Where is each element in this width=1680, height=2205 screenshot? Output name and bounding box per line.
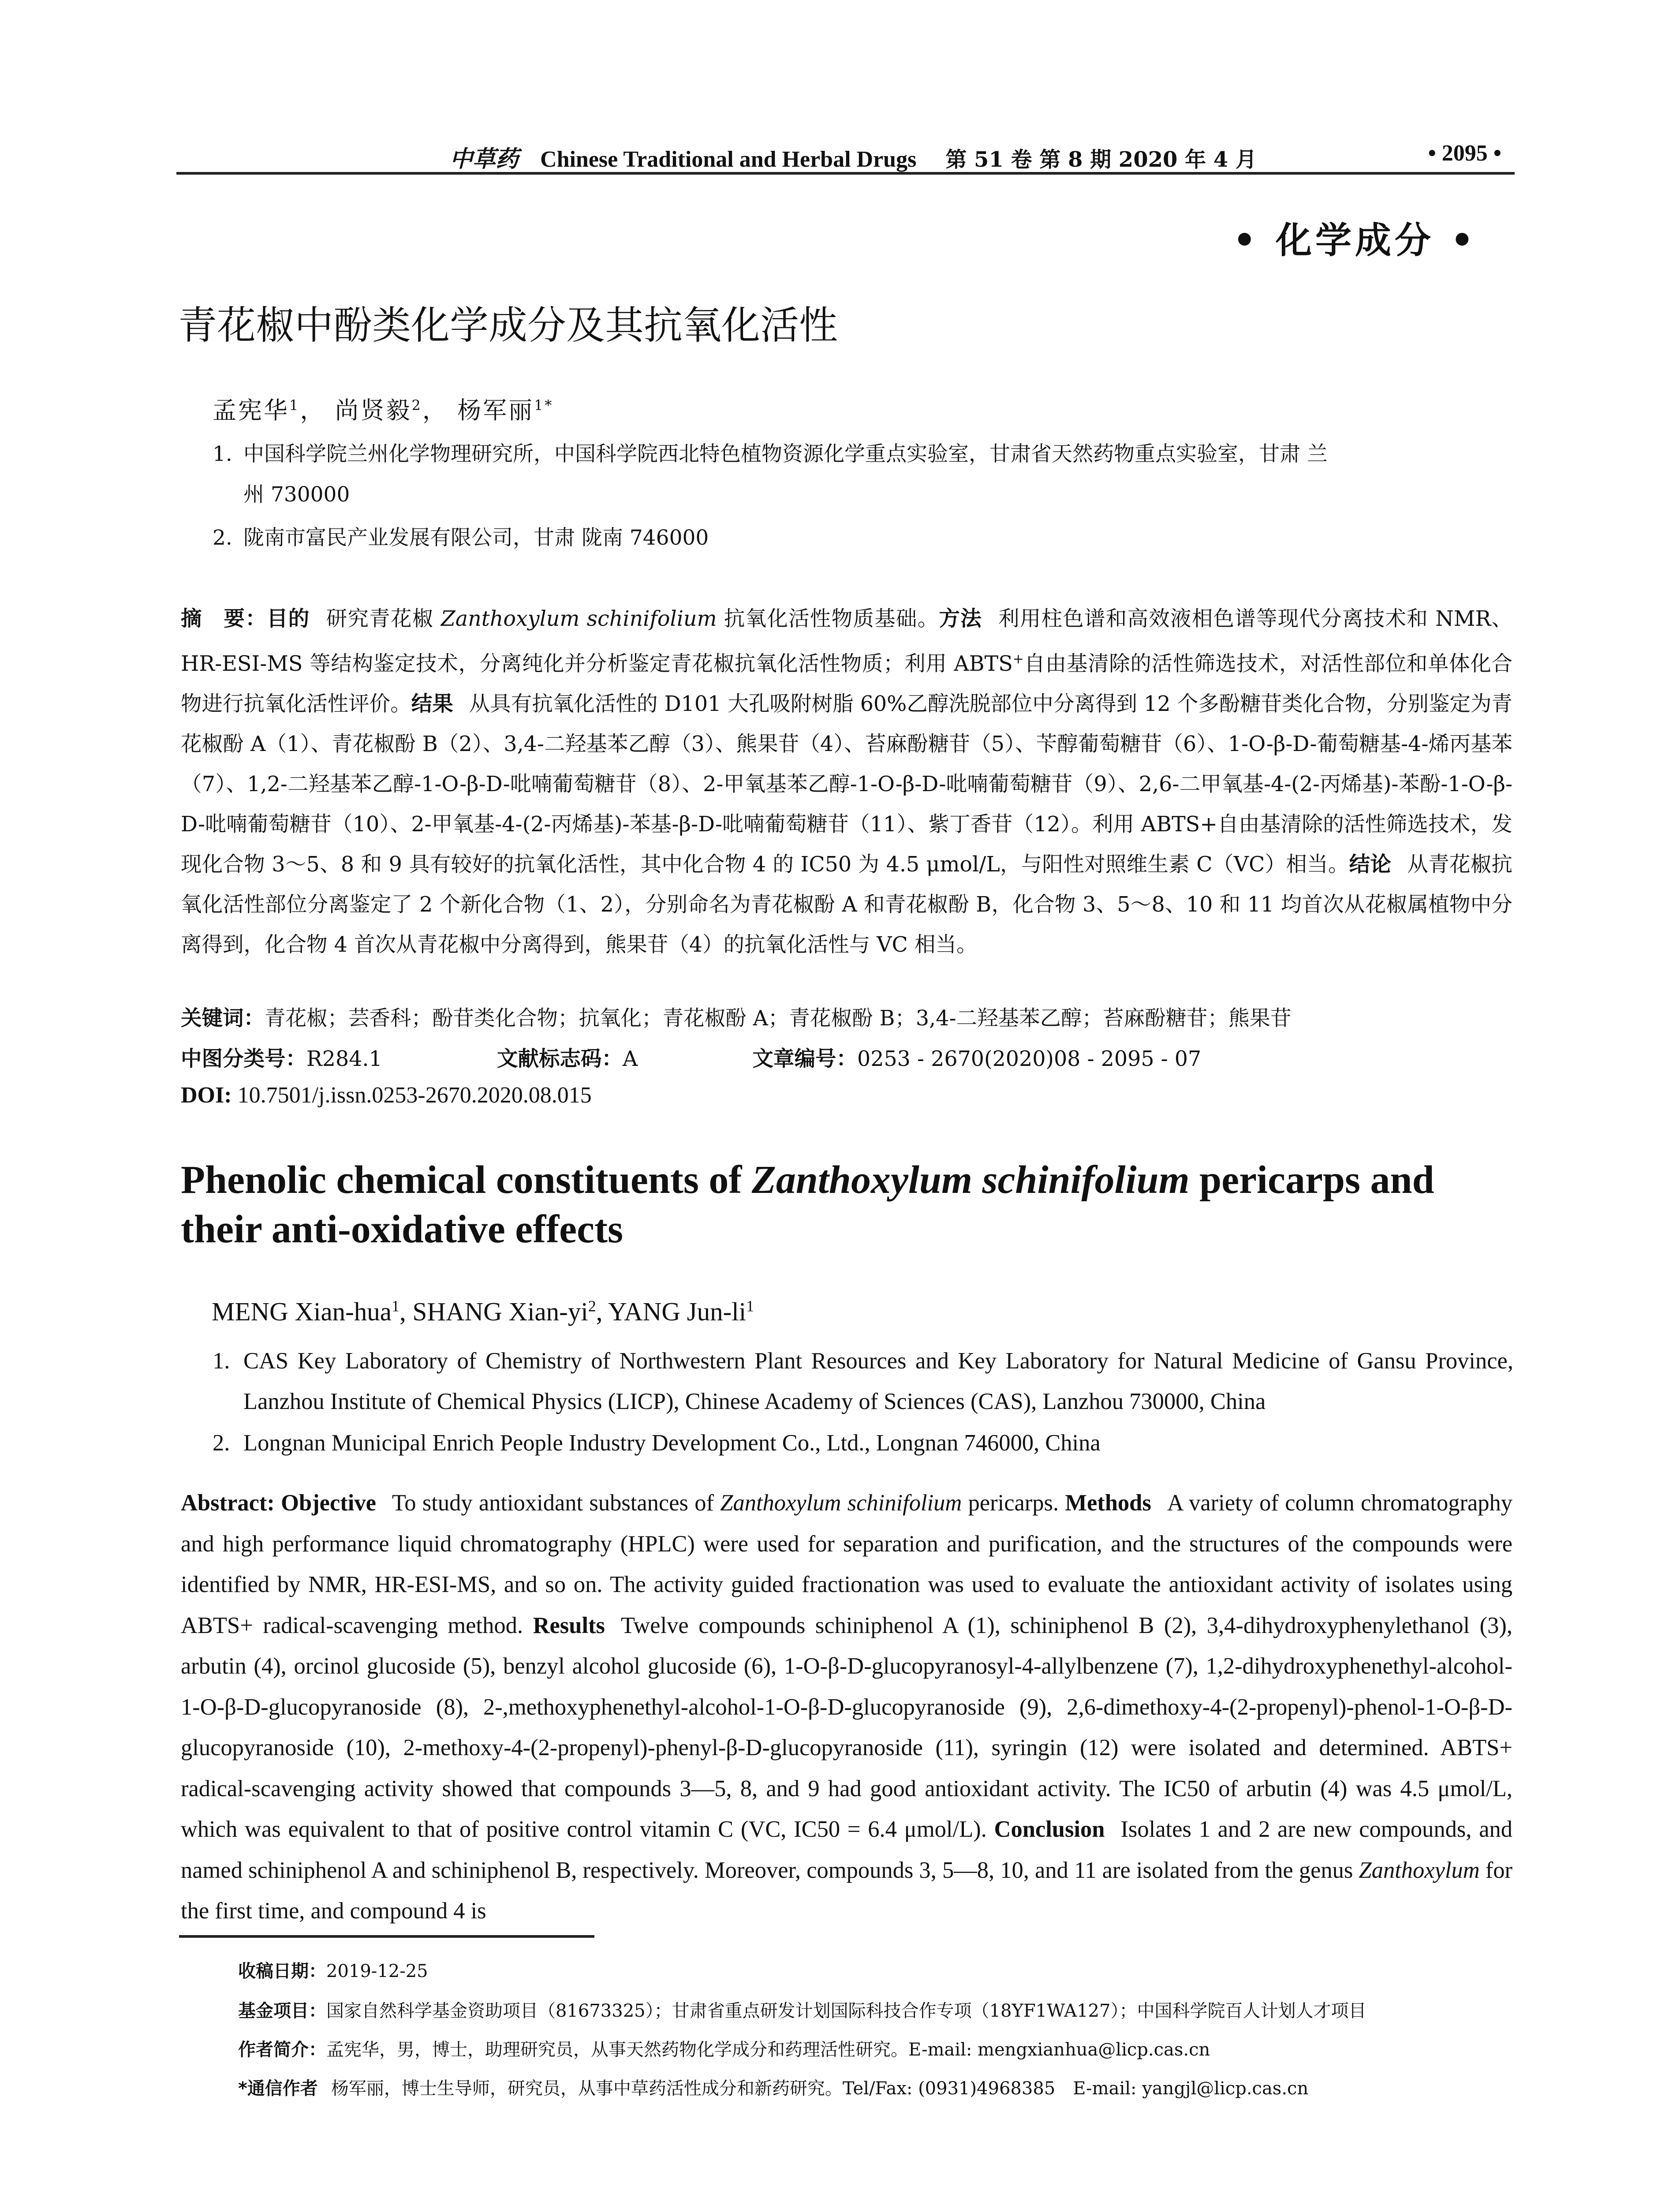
species-name: Zanthoxylum schinifolium <box>720 1490 962 1516</box>
species-name: Zanthoxylum schinifolium <box>751 1158 1190 1202</box>
footnote-received: 收稿日期：2019-12-25 <box>238 1961 428 1981</box>
objective-label: 目的 <box>266 607 310 631</box>
conclusion-text: 从青花椒抗氧化活性部位分离鉴定了 2 个新化合物（1、2），分别命名为青花椒酚 A 和青花椒酚 B，化合物 3、5～8、10 和 11 均首次从花椒属植物中分离得到，化合物 4 首次从青花椒中分离得到，熊果苷（4）的抗氧化活性与 VC 相当。 <box>181 852 1512 957</box>
authors-cn: 孟宪华$^1$， 尚贤毅$^2$， 杨军丽$^{1*}$ <box>213 396 554 424</box>
footnote-funding: 基金项目：国家自然科学基金资助项目（81673325）；甘肃省重点研发计划国际科技合作专项（18YF1WA127）；中国科学院百人计划人才项目 <box>238 2001 1366 2021</box>
article-title-cn: 青花椒中酚类化学成分及其抗氧化活性 <box>178 303 838 348</box>
affiliation-en-2: 2. Longnan Municipal Enrich People Industry Development Co., Ltd., Longnan 746000, China <box>213 1423 1513 1463</box>
objective-label: Objective <box>281 1490 376 1516</box>
page-number: • 2095 • <box>1428 141 1501 166</box>
methods-label: 方法 <box>939 607 982 631</box>
author-affiliation-mark: 1* <box>534 397 554 414</box>
affiliation-cn-1: 1. 中国科学院兰州化学物理研究所，中国科学院西北特色植物资源化学重点实验室，甘肃省天然药物重点实验室，甘肃 兰 <box>213 442 1328 466</box>
journal-name-cn: 中草药 <box>450 146 519 172</box>
clc-number: R284.1 <box>306 1047 382 1071</box>
author-name: 孟宪华 <box>213 396 289 424</box>
footnote-author-bio: 作者简介：孟宪华，男，博士，助理研究员，从事天然药物化学成分和药理活性研究。E-mail: mengxianhua@licp.cas.cn <box>238 2040 1210 2060</box>
journal-issue: 第 51 卷 第 8 期 2020 年 4 月 <box>945 147 1257 172</box>
footnote-divider <box>179 1935 594 1938</box>
journal-name-en: Chinese Traditional and Herbal Drugs <box>540 147 917 172</box>
running-header <box>176 140 1515 175</box>
keywords-text: 青花椒；芸香科；酚苷类化合物；抗氧化；青花椒酚 A；青花椒酚 B；3,4-二羟基苯乙醇；苔麻酚糖苷；熊果苷 <box>265 1006 1292 1031</box>
species-name: Zanthoxylum schinifolium <box>441 607 717 631</box>
classification-line: 中图分类号：R284.1 文献标志码：A 文章编号：0253 - 2670(2020)08 - 2095 - 07 <box>181 1047 1202 1071</box>
genus-name: Zanthoxylum <box>1359 1857 1480 1883</box>
results-label: Results <box>533 1612 605 1638</box>
author-affiliation-mark: 2 <box>411 397 422 414</box>
abstract-label: 摘 要： <box>181 607 267 631</box>
footnote-corresponding: *通信作者 杨军丽，博士生导师，研究员，从事中草药活性成分和新药研究。Tel/Fax: (0931)4968385 E-mail: yangjl@licp.cas.cn <box>238 2078 1309 2099</box>
author-name: 尚贤毅 <box>335 396 412 424</box>
abstract-label: Abstract: <box>181 1490 275 1516</box>
authors-en: MENG Xian-hua$^1$, SHANG Xian-$yi^2$, YANG Jun-$li^1$ <box>212 1297 754 1326</box>
affiliation-cn-1-cont: 州 730000 <box>243 482 350 507</box>
affiliation-en-1: 1. CAS Key Laboratory of Chemistry of Northwestern Plant Resources and Key Laboratory for Natural Medicine of Gansu Province, Lanzhou Institute of Chemical Physics (LICP), Chinese Academy of Sciences (CAS), Lanzhou 730000, China <box>213 1341 1513 1422</box>
author-name: 杨军丽 <box>457 396 534 424</box>
conclusion-label: 结论 <box>1349 852 1392 877</box>
results-label: 结果 <box>411 691 453 716</box>
section-label: • 化学成分 • <box>1233 219 1477 262</box>
author-affiliation-mark: 1 <box>289 397 300 414</box>
results-text: 从具有抗氧化活性的 D101 大孔吸附树脂 60%乙醇洗脱部位中分离得到 12 个多酚糖苷类化合物，分别鉴定为青花椒酚 A（1）、青花椒酚 B（2）、3,4-二羟基苯乙醇（3）、熊果苷（4）、苔麻酚糖苷（5）、苄醇葡萄糖苷（6）、1-O-β-D-葡萄糖基-4-烯丙基苯（7）、1,2-二羟基苯乙醇-1-O-β-D-吡喃葡萄糖苷（8）、2-甲氧基苯乙醇-1-O-β-D-吡喃葡萄糖苷（9）、2,6-二甲氧基-4-(2-丙烯基)-苯酚-1-O-β-D-吡喃葡萄糖苷（10）、2-甲氧基-4-(2-丙烯基)-苯基-β-D-吡喃葡萄糖苷（11）、紫丁香苷（12）。利用 ABTS+自由基清除的活性筛选技术，发现化合物 3～5、8 和 9 具有较好的抗氧化活性，其中化合物 4 的 IC50 为 4.5 μmol/L，与阳性对照维生素 C（VC）相当。 <box>181 691 1513 877</box>
author-name: YANG Jun-li <box>608 1297 747 1326</box>
affiliation-text: CAS Key Laboratory of Chemistry of Northwestern Plant Resources and Key Laboratory for Natural Medicine of Gansu Province, Lanzhou Institute of Chemical Physics (LICP), Chinese Academy of Sciences (CAS), Lanzhou 730000, China <box>243 1348 1513 1414</box>
document-code: A <box>622 1047 638 1071</box>
affiliation-text: 陇南市富民产业发展有限公司，甘肃 陇南 746000 <box>243 526 709 550</box>
article-title-en: Phenolic chemical constituents of Zanthoxylum schinifolium pericarps and their anti-oxidative effects <box>181 1158 1434 1251</box>
affiliation-cn-2: 2. 陇南市富民产业发展有限公司，甘肃 陇南 746000 <box>213 526 709 550</box>
keywords-cn: 关键词：青花椒；芸香科；酚苷类化合物；抗氧化；青花椒酚 A；青花椒酚 B；3,4-二羟基苯乙醇；苔麻酚糖苷；熊果苷 <box>181 1006 1292 1031</box>
methods-text: A variety of column chromatography and high performance liquid chromatography (HPLC) were used for separation and purification, and the structures of the compounds were identified by NMR, HR-ESI-MS, and so on. The activity guided fractionation was used to evaluate the antioxidant activity of isolates using ABTS+ radical-scavenging method. <box>181 1490 1513 1638</box>
journal-line <box>450 140 1257 173</box>
doi-line: DOI: 10.7501/j.issn.0253-2670.2020.08.015 <box>181 1083 592 1108</box>
affiliation-text: 中国科学院兰州化学物理研究所，中国科学院西北特色植物资源化学重点实验室，甘肃省天然药物重点实验室，甘肃 兰 <box>243 442 1328 466</box>
abstract-en: Abstract: Objective To study antioxidant substances of Zanthoxylum schinifolium pericarps. Methods A variety of column chromatography and high performance liquid chromatography (HPLC) were used for separation and purification, and the structures of the compounds were identified by NMR, HR-ESI-MS, and so on. The activity guided fractionation was used to evaluate the antioxidant activity of isolates using ABTS+ radical-scavenging method. Results Twelve compounds schiniphenol A (1), schiniphenol B (2), 3,4-dihydroxyphenylethanol (3), arbutin (4), orcinol glucoside (5), benzyl alcohol glucoside (6), 1-O-β-D-glucopyranosyl-4-allylbenzene (7), 1,2-dihydroxyphenethyl-alcohol-1-O-β-D-glucopyranoside (8), 2-,methoxyphenethyl-alcohol-1-O-β-D-glucopyranoside (9), 2,6-dimethoxy-4-(2-propenyl)-phenol-1-O-β-D-glucopyranoside (10), 2-methoxy-4-(2-propenyl)-phenyl-β-D-glucopyranoside (11), syringin (12) were isolated and determined. ABTS+ radical-scavenging activity showed that compounds 3—5, 8, and 9 had good antioxidant activity. The IC50 of arbutin (4) was 4.5 μmol/L, which was equivalent to that of positive control vitamin C (VC, IC50 = 6.4 μmol/L). Conclusion Isolates 1 and 2 are new compounds, and named schiniphenol A and schiniphenol B, respectively. Moreover, compounds 3, 5—8, 10, and 11 are isolated from the genus Zanthoxylum for the first time, and compound 4 is <box>181 1490 1513 1924</box>
article-number: 0253 - 2670(2020)08 - 2095 - 07 <box>857 1047 1202 1071</box>
author-name: MENG Xian-hua <box>212 1297 392 1326</box>
affiliation-text: Longnan Municipal Enrich People Industry Development Co., Ltd., Longnan 746000, China <box>243 1430 1101 1456</box>
abstract-cn: 摘 要：目的 研究青花椒 Zanthoxylum schinifolium 抗氧化活性物质基础。方法 利用柱色谱和高效液相色谱等现代分离技术和 NMR、HR-ESI-MS 等结构鉴定技术，分离纯化并分析鉴定青花椒抗氧化活性物质；利用 ABTS+自由基清除的活性筛选技术，对活性部位和单体化合物进行抗氧化活性评价。结果 从具有抗氧化活性的 D101 大孔吸附树脂 60%乙醇洗脱部位中分离得到 12 个多酚糖苷类化合物，分别鉴定为青花椒酚 A（1）、青花椒酚 B（2）、3,4-二羟基苯乙醇（3）、熊果苷（4）、苔麻酚糖苷（5）、苄醇葡萄糖苷（6）、1-O-β-D-葡萄糖基-4-烯丙基苯（7）、1,2-二羟基苯乙醇-1-O-β-D-吡喃葡萄糖苷（8）、2-甲氧基苯乙醇-1-O-β-D-吡喃葡萄糖苷（9）、2,6-二甲氧基-4-(2-丙烯基)-苯酚-1-O-β-D-吡喃葡萄糖苷（10）、2-甲氧基-4-(2-丙烯基)-苯基-β-D-吡喃葡萄糖苷（11）、紫丁香苷（12）。利用 ABTS+自由基清除的活性筛选技术，发现化合物 3～5、8 和 9 具有较好的抗氧化活性，其中化合物 4 的 IC50 为 4.5 μmol/L，与阳性对照维生素 C（VC）相当。结论 从青花椒抗氧化活性部位分离鉴定了 2 个新化合物（1、2），分别命名为青花椒酚 A 和青花椒酚 B，化合物 3、5～8、10 和 11 均首次从花椒属植物中分离得到，化合物 4 首次从青花椒中分离得到，熊果苷（4）的抗氧化活性与 VC 相当。 <box>181 607 1513 957</box>
methods-label: Methods <box>1065 1490 1151 1516</box>
author-name: SHANG Xian-yi <box>412 1297 588 1326</box>
results-text: Twelve compounds schiniphenol A (1), schiniphenol B (2), 3,4-dihydroxyphenylethanol (3), arbutin (4), orcinol glucoside (5), benzyl alcohol glucoside (6), 1-O-β-D-glucopyranosyl-4-allylbenzene (7), 1,2-dihydroxyphenethyl-alcohol-1-O-β-D-glucopyranoside (8), 2-,methoxyphenethyl-alcohol-1-O-β-D-glucopyranoside (9), 2,6-dimethoxy-4-(2-propenyl)-phenol-1-O-β-D-glucopyranoside (10), 2-methoxy-4-(2-propenyl)-phenyl-β-D-glucopyranoside (11), syringin (12) were isolated and determined. ABTS+ radical-scavenging activity showed that compounds 3—5, 8, and 9 had good antioxidant activity. The IC50 of arbutin (4) was 4.5 μmol/L, which was equivalent to that of positive control vitamin C (VC, IC50 = 6.4 μmol/L). <box>181 1612 1513 1842</box>
doi-value: 10.7501/j.issn.0253-2670.2020.08.015 <box>237 1083 592 1108</box>
conclusion-label: Conclusion <box>994 1816 1105 1842</box>
